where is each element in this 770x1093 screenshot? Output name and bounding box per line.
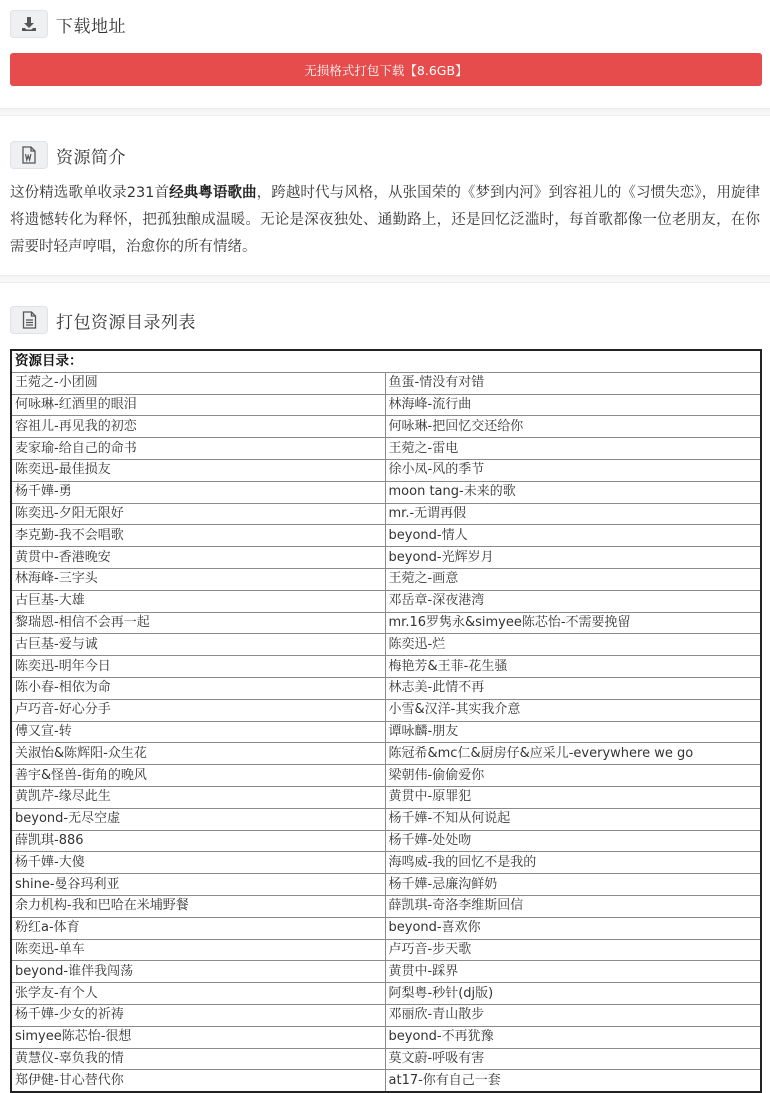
table-cell-right: 黄贯中-原罪犯 [385,786,761,808]
table-cell-right: 陈冠希&mc仁&厨房仔&应采儿-everywhere we go [385,743,761,765]
table-row [11,438,761,460]
table-cell-right: 薛凯琪-奇洛李维斯回信 [385,895,761,917]
table-cell-right: 卢巧音-步天歌 [385,939,761,961]
table-cell-left: 陈奕迅-最佳损友 [11,459,385,481]
table-cell-right: 陈奕迅-烂 [385,634,761,656]
table-row [11,917,761,939]
table-cell-right: beyond-喜欢你 [385,917,761,939]
directory-section-header [10,305,760,335]
table-cell-right: beyond-光辉岁月 [385,547,761,569]
table-cell-left: 古巨基-大雄 [11,590,385,612]
table-row [11,634,761,656]
table-row [11,830,761,852]
table-cell-left: 薛凯琪-886 [11,830,385,852]
table-row [11,939,761,961]
table-cell-right: 邓岳章-深夜港湾 [385,590,761,612]
table-cell-right: mr.-无谓再假 [385,503,761,525]
table-row [11,786,761,808]
table-cell-left: 张学友-有个人 [11,983,385,1005]
table-cell-right: 何咏琳-把回忆交还给你 [385,416,761,438]
table-cell-left: 粉红a-体育 [11,917,385,939]
table-cell-right: 林志美-此情不再 [385,677,761,699]
table-cell-left: 郑伊健-甘心替代你 [11,1070,385,1092]
table-cell-left: 陈小春-相依为命 [11,677,385,699]
table-cell-left: beyond-无尽空虚 [11,808,385,830]
table-cell-right: moon tang-未来的歌 [385,481,761,503]
table-cell-right: at17-你有自己一套 [385,1070,761,1092]
table-row [11,895,761,917]
download-icon [10,10,48,38]
table-cell-left: 黄慧仪-辜负我的情 [11,1048,385,1070]
table-cell-right: 邓丽欣-青山散步 [385,1004,761,1026]
table-cell-left: 何咏琳-红酒里的眼泪 [11,394,385,416]
table-row [11,1004,761,1026]
table-cell-left: 陈奕迅-明年今日 [11,656,385,678]
table-cell-right: 徐小凤-风的季节 [385,459,761,481]
table-cell-right: 梅艳芳&王菲-花生骚 [385,656,761,678]
table-cell-left: 林海峰-三字头 [11,568,385,590]
intro-text-start: 这份精选歌单收录231首 [10,185,170,201]
resource-directory-table [10,349,762,1093]
table-cell-right: 黄贯中-踩界 [385,961,761,983]
intro-section-header [10,140,760,170]
intro-heading: 资源简介 [56,147,126,168]
table-cell-left: 杨千嬅-勇 [11,481,385,503]
table-row [11,852,761,874]
download-section [0,0,770,108]
table-cell-right: 杨千嬅-忌廉沟鲜奶 [385,874,761,896]
directory-section [0,283,770,1093]
file-list-icon [10,306,48,334]
table-cell-right: 杨千嬅-处处吻 [385,830,761,852]
table-header-cell: 资源目录： [11,350,761,372]
lossless-download-button[interactable]: 无损格式打包下载【8.6GB】 [10,53,762,86]
table-cell-left: 杨千嬅-大傻 [11,852,385,874]
table-cell-right: beyond-不再犹豫 [385,1026,761,1048]
table-row [11,808,761,830]
table-row [11,612,761,634]
table-row [11,372,761,394]
intro-text-bold: 经典粤语歌曲 [169,185,257,201]
table-cell-left: 陈奕迅-夕阳无限好 [11,503,385,525]
table-cell-right: 林海峰-流行曲 [385,394,761,416]
table-cell-right: 小雪&汉洋-其实我介意 [385,699,761,721]
table-row [11,699,761,721]
table-cell-left: 傅又宣-转 [11,721,385,743]
table-cell-right: 谭咏麟-朋友 [385,721,761,743]
table-row [11,983,761,1005]
table-row [11,416,761,438]
table-row [11,1048,761,1070]
table-row [11,743,761,765]
table-row [11,481,761,503]
table-row [11,765,761,787]
table-row [11,874,761,896]
download-heading: 下载地址 [56,16,126,37]
table-cell-left: simyee陈芯怡-很想 [11,1026,385,1048]
table-row [11,656,761,678]
table-row [11,1026,761,1048]
table-row [11,568,761,590]
table-cell-right: 莫文蔚-呼吸有害 [385,1048,761,1070]
table-cell-left: 卢巧音-好心分手 [11,699,385,721]
table-cell-left: shine-曼谷玛利亚 [11,874,385,896]
intro-paragraph [10,180,760,261]
table-cell-right: 杨千嬅-不知从何说起 [385,808,761,830]
table-cell-left: 黎瑞恩-相信不会再一起 [11,612,385,634]
word-document-icon [10,141,48,169]
table-cell-left: 黄凯芹-缘尽此生 [11,786,385,808]
intro-text-end: ，跨越时代与风格，从张国荣的《梦到内河》到容祖儿的《习惯失恋》，用旋律将遗憾转化为释怀，把孤独酿成温暖。无论是深夜独处、通勤路上，还是回忆泛滥时，每首歌都像一位老朋友，在你需要时轻声哼唱，治愈你的所有情绪。 [10,185,761,255]
table-header-row [11,350,761,372]
table-cell-right: 海鸣威-我的回忆不是我的 [385,852,761,874]
table-cell-left: 余力机构-我和巴哈在米埔野餐 [11,895,385,917]
table-cell-left: 麦家瑜-给自己的命书 [11,438,385,460]
table-cell-right: 王菀之-画意 [385,568,761,590]
table-cell-left: 关淑怡&陈辉阳-众生花 [11,743,385,765]
table-row [11,459,761,481]
table-cell-left: 李克勤-我不会唱歌 [11,525,385,547]
table-cell-left: 善宇&怪兽-街角的晚风 [11,765,385,787]
table-row [11,677,761,699]
table-row [11,503,761,525]
table-row [11,961,761,983]
table-row [11,590,761,612]
table-cell-right: mr.16罗隽永&simyee陈芯怡-不需要挽留 [385,612,761,634]
table-cell-right: 阿梨粤-秒针(dj版) [385,983,761,1005]
table-row [11,525,761,547]
directory-heading: 打包资源目录列表 [56,312,196,333]
table-cell-left: 古巨基-爱与诚 [11,634,385,656]
table-cell-left: beyond-谁伴我闯荡 [11,961,385,983]
intro-section [0,116,770,275]
table-row [11,1070,761,1092]
table-cell-right: 王菀之-雷电 [385,438,761,460]
table-cell-left: 陈奕迅-单车 [11,939,385,961]
table-cell-right: beyond-情人 [385,525,761,547]
table-cell-left: 黄贯中-香港晚安 [11,547,385,569]
table-cell-right: 鱼蛋-情没有对错 [385,372,761,394]
table-cell-left: 容祖儿-再见我的初恋 [11,416,385,438]
table-row [11,547,761,569]
table-cell-right: 梁朝伟-偷偷爱你 [385,765,761,787]
table-cell-left: 王菀之-小团圆 [11,372,385,394]
section-divider [0,275,770,283]
section-divider [0,108,770,116]
table-row [11,721,761,743]
download-section-header [10,9,760,39]
table-row [11,394,761,416]
table-cell-left: 杨千嬅-少女的祈祷 [11,1004,385,1026]
